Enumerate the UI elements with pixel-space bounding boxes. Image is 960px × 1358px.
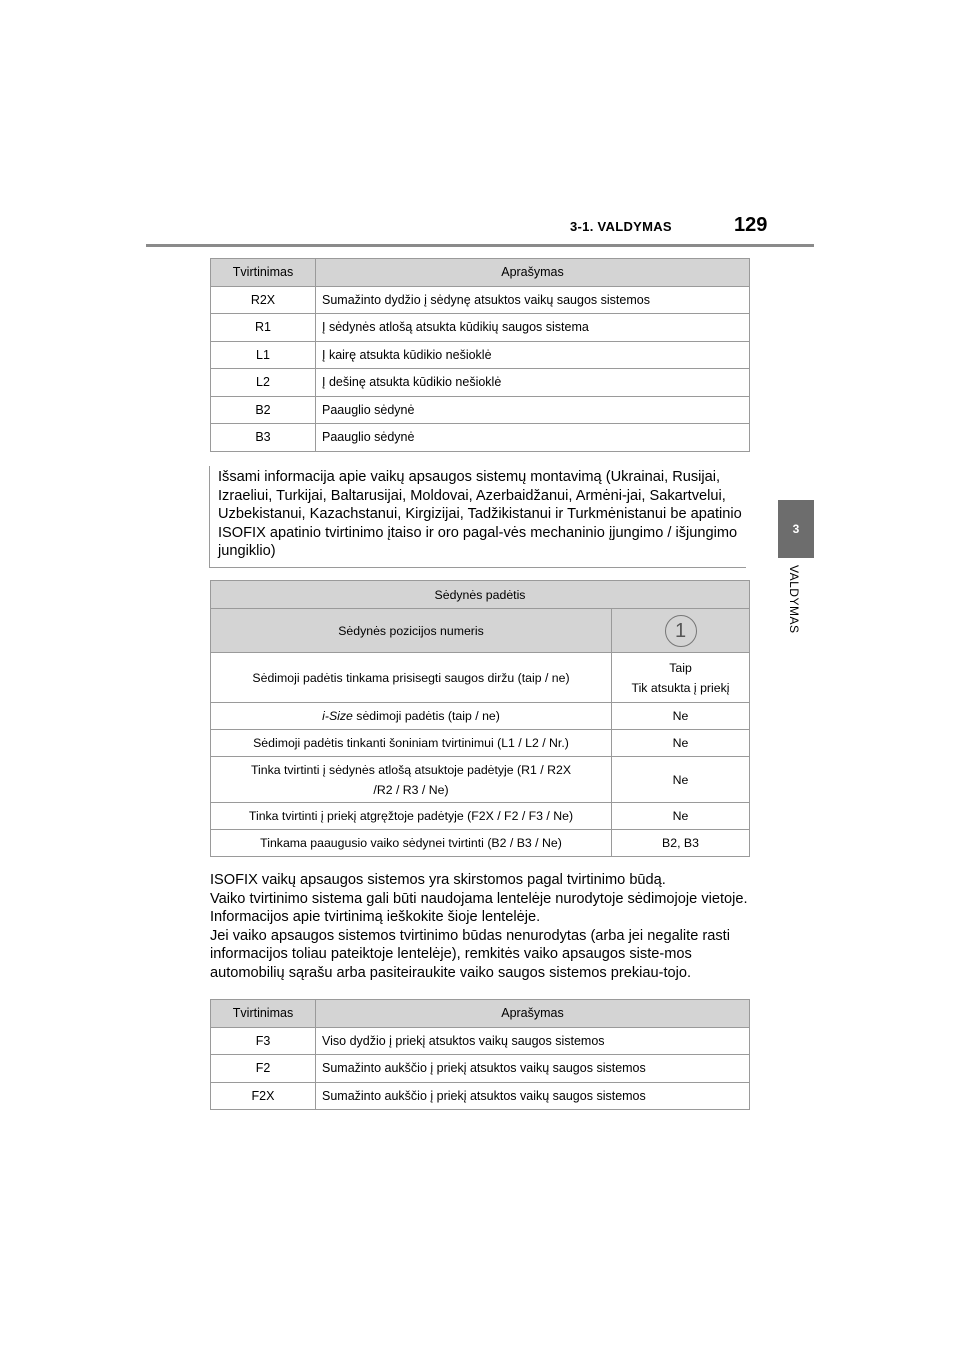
seat-criterion-line: Tinka tvirtinti į sėdynės atlošą atsuktoje padėtyje (R1 / R2X (250, 762, 572, 777)
mounting-code: F2 (211, 1055, 316, 1083)
table-title-row (211, 581, 750, 609)
position-number-circle-icon: 1 (665, 615, 697, 647)
table-row (211, 341, 750, 369)
table-header-row (211, 259, 750, 287)
column-header: Tvirtinimas (211, 1000, 316, 1028)
info-box: Išsami informacija apie vaikų apsaugos sistemų montavimą (Ukrainai, Rusijai, Izraeliui, Turkijai, Baltarusijai, Moldovai, Azerbaidžanui, Armėni-jai, Sakartvelui, Uzbekistanui, Kazachstanui, Kirgizijai, Tadžikistanui ir Turkmėnistanui be apatinio ISOFIX apatinio tvirtinimo įtaiso ir oro pagal-vės mechaninio įjungimo / išjungimo jungiklio) (209, 466, 746, 568)
seat-criterion (211, 757, 612, 803)
seat-value: Ne (612, 803, 750, 830)
forward-mounting-table (210, 999, 750, 1110)
paragraph: Jei vaiko apsaugos sistemos tvirtinimo būdas nenurodytas (arba jei negalite rasti informacijos toliau pateiktoje lentelėje), remkitės vaiko apsaugos siste-mos automobilių sąrašu arba pasiteiraukite vaiko saugos sistemos prekiau-tojo. (210, 927, 730, 981)
table-row (211, 314, 750, 342)
seat-value-line: Tik atsukta į priekį (631, 680, 730, 695)
seat-criterion-line: /R2 / R3 / Ne) (373, 782, 449, 797)
column-header: Aprašymas (316, 259, 750, 287)
table-row (211, 286, 750, 314)
mounting-code: L1 (211, 341, 316, 369)
seat-position-number-label: Sėdynės pozicijos numeris (211, 609, 612, 653)
mounting-description: Viso dydžio į priekį atsuktos vaikų saugos sistemos (316, 1027, 750, 1055)
mounting-code: L2 (211, 369, 316, 397)
seat-value-line: Taip (669, 660, 692, 675)
body-text (210, 871, 750, 983)
mounting-description: Į kairę atsukta kūdikio nešioklė (316, 341, 750, 369)
mounting-code: B3 (211, 424, 316, 452)
seat-criterion: Tinka tvirtinti į priekį atgręžtoje padėtyje (F2X / F2 / F3 / Ne) (211, 803, 612, 830)
mounting-code: R1 (211, 314, 316, 342)
table-row (211, 1082, 750, 1110)
table-row (211, 830, 750, 857)
table-header-row (211, 1000, 750, 1028)
table-row (211, 424, 750, 452)
table-row (211, 1027, 750, 1055)
mounting-types-table (210, 258, 750, 452)
mounting-description: Sumažinto aukščio į priekį atsuktos vaikų saugos sistemos (316, 1055, 750, 1083)
mounting-description: Į sėdynės atlošą atsukta kūdikių saugos sistema (316, 314, 750, 342)
paragraph: Vaiko tvirtinimo sistema gali būti naudojama lentelėje nurodytoje sėdimojoje vietoje. Informacijos apie tvirtinimą ieškokite šioje lentelėje. (210, 890, 748, 926)
mounting-code: F3 (211, 1027, 316, 1055)
table-row (211, 1055, 750, 1083)
seat-criterion (211, 703, 612, 730)
chapter-tab: 3 (778, 500, 814, 558)
header-divider (146, 244, 814, 247)
section-title: 3-1. VALDYMAS (570, 219, 672, 234)
mounting-description: Sumažinto dydžio į sėdynę atsuktos vaikų saugos sistemos (316, 286, 750, 314)
mounting-code: B2 (211, 396, 316, 424)
table-subheader-row (211, 609, 750, 653)
position-number-cell (612, 609, 750, 653)
mounting-description: Paauglio sėdynė (316, 396, 750, 424)
seat-criterion: Tinkama paaugusio vaiko sėdynei tvirtinti (B2 / B3 / Ne) (211, 830, 612, 857)
column-header: Aprašymas (316, 1000, 750, 1028)
seat-criterion: Sėdimoji padėtis tinkanti šoniniam tvirtinimui (L1 / L2 / Nr.) (211, 730, 612, 757)
table-row (211, 369, 750, 397)
mounting-description: Sumažinto aukščio į priekį atsuktos vaikų saugos sistemos (316, 1082, 750, 1110)
i-size-label: i-Size (322, 709, 353, 723)
seat-value (612, 653, 750, 703)
column-header: Tvirtinimas (211, 259, 316, 287)
table-row (211, 803, 750, 830)
table-row (211, 757, 750, 803)
seat-position-table (210, 580, 750, 857)
paragraph: ISOFIX vaikų apsaugos sistemos yra skirstomos pagal tvirtinimo būdą. (210, 872, 666, 888)
chapter-side-label: VALDYMAS (787, 565, 801, 634)
seat-criterion: Sėdimoji padėtis tinkama prisisegti saugos diržu (taip / ne) (211, 653, 612, 703)
seat-value: Ne (612, 703, 750, 730)
seat-criterion-rest: sėdimoji padėtis (taip / ne) (352, 709, 500, 723)
mounting-description: Į dešinę atsukta kūdikio nešioklė (316, 369, 750, 397)
mounting-description: Paauglio sėdynė (316, 424, 750, 452)
table-row (211, 730, 750, 757)
seat-value: Ne (612, 757, 750, 803)
table-row (211, 396, 750, 424)
page-number: 129 (734, 214, 768, 236)
table-row (211, 703, 750, 730)
mounting-code: R2X (211, 286, 316, 314)
mounting-code: F2X (211, 1082, 316, 1110)
seat-value: B2, B3 (612, 830, 750, 857)
seat-table-title: Sėdynės padėtis (211, 581, 750, 609)
seat-value: Ne (612, 730, 750, 757)
table-row (211, 653, 750, 703)
